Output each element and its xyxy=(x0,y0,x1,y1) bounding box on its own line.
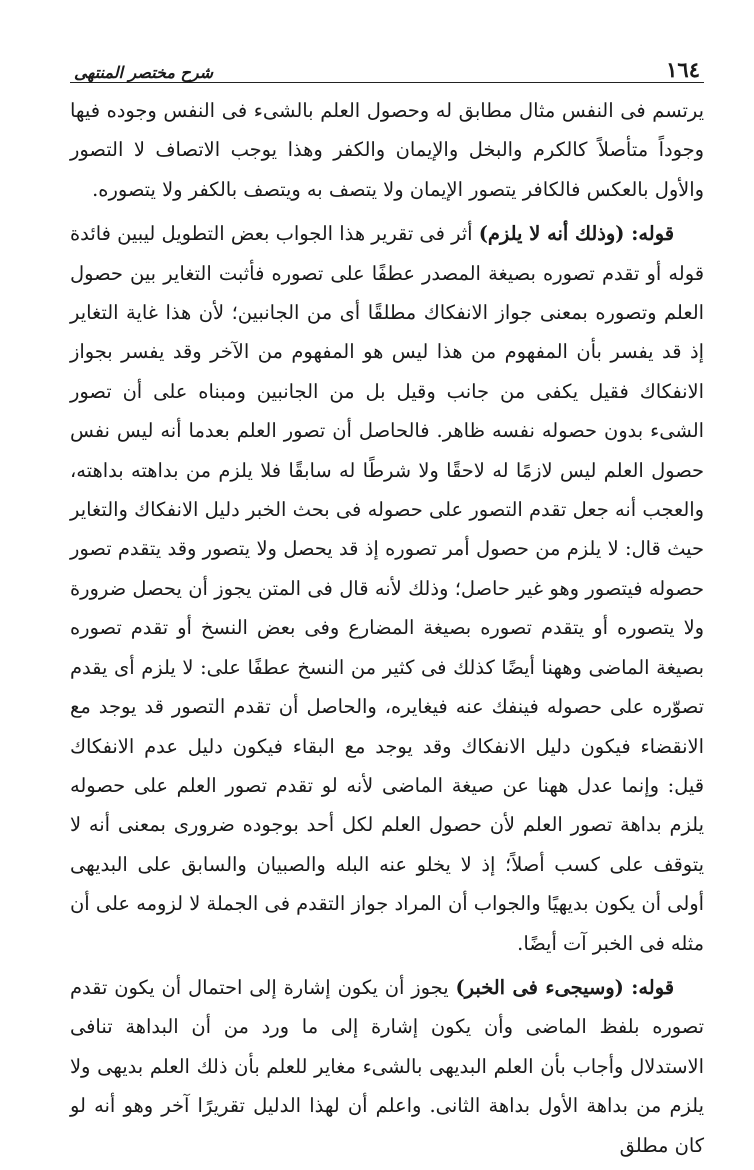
page-header xyxy=(70,52,704,83)
paragraph-text: يجوز أن يكون إشارة إلى احتمال أن يكون تقدم تصوره بلفظ الماضى وأن يكون إشارة إلى ما ورد من أن البداهة تنافى الاستدلال وأجاب بأن العلم البديهى بالشىء مغاير للعلم بأن ذلك العلم بديهى ولا يلزم من بداهة الأول بداهة الثانى. واعلم أن لهذا الدليل تقريرًا آخر وهو أنه لو كان مطلق xyxy=(70,975,704,1157)
commentary-lemma: قوله: (وذلك أنه لا يلزم) xyxy=(478,222,674,246)
commentary-lemma: قوله: (وسيجىء فى الخبر) xyxy=(455,975,674,999)
paragraph-text: أثر فى تقرير هذا الجواب بعض التطويل ليبين فائدة قوله أو تقدم تصوره بصيغة المصدر عطفًا على تصوره فأثبت التغاير بين حصول العلم وتصوره بمعنى جواز الانفكاك مطلقًا أى من الجانبين؛ لأن هذا غاية التغاير إذ قد يفسر بأن المفهوم من هذا ليس هو المفهوم من الآخر وقد يفسر بجواز الانفكاك فقيل يكفى من جانب وقيل بل من الجانبين ومبناه على أن تصور الشىء بدون حصوله نفسه ظاهر. فالحاصل أن تصور العلم بعدما أنه ليس نفس حصول العلم ليس لازمًا له لاحقًا ولا شرطًا له سابقًا فلا يلزم من بداهته بداهته، والعجب أنه جعل تقدم التصور على حصوله فى بحث الخبر دليل الانفكاك والتغاير حيث قال: لا يلزم من حصول أمر تصوره إذ قد يحصل ولا يتصور وقد يتقدم تصور حصوله فيتصور وهو غير حاصل؛ وذلك لأنه قال فى المتن يجوز أن يحصل ضرورة ولا يتصوره أو يتقدم تصوره بصيغة المضارع وفى بعض النسخ أو تقدم تصوره بصيغة الماضى وههنا أيضًا كذلك فى كثير من النسخ عطفًا على: لا يلزم أى يقدم تصوّره على حصوله فينفك عنه فيغايره، والحاصل أن تقدم التصور قد يوجد مع الانقضاء فيكون دليل الانفكاك وقد يوجد مع البقاء فيكون دليل عدم الانفكاك قيل: وإنما عدل ههنا عن صيغة الماضى لأنه لو تقدم تصور العلم على حصوله يلزم بداهة تصور العلم لأن حصول العلم لكل أحد بوجوده ضرورى بمعنى أنه لا يتوقف على كسب أصلاً؛ إذ لا يخلو عنه البله والصبيان والسابق على البديهى أولى أن يكون بديهيًا والجواب أن المراد جواز التقدم فى الجملة لا لزومه على أن مثله فى الخبر آت أيضًا. xyxy=(70,222,704,955)
document-page xyxy=(70,52,704,1170)
page-number: ١٦٤ xyxy=(666,57,700,82)
paragraph-text: يرتسم فى النفس مثال مطابق له وحصول العلم بالشىء فى النفس وجوده فيها وجوداً متأصلاً كالكرم والبخل والإيمان والكفر وهذا يوجب الاتصاف لا التصور والأول بالعكس فالكافر يتصور الإيمان ولا يتصف به ويتصف بالكفر ولا يتصوره. xyxy=(70,99,704,201)
paragraph xyxy=(70,968,704,1165)
paragraph xyxy=(70,214,704,963)
paragraph xyxy=(70,91,704,209)
running-title: شرح مختصر المنتهى xyxy=(74,63,214,82)
body-text xyxy=(70,91,704,1165)
